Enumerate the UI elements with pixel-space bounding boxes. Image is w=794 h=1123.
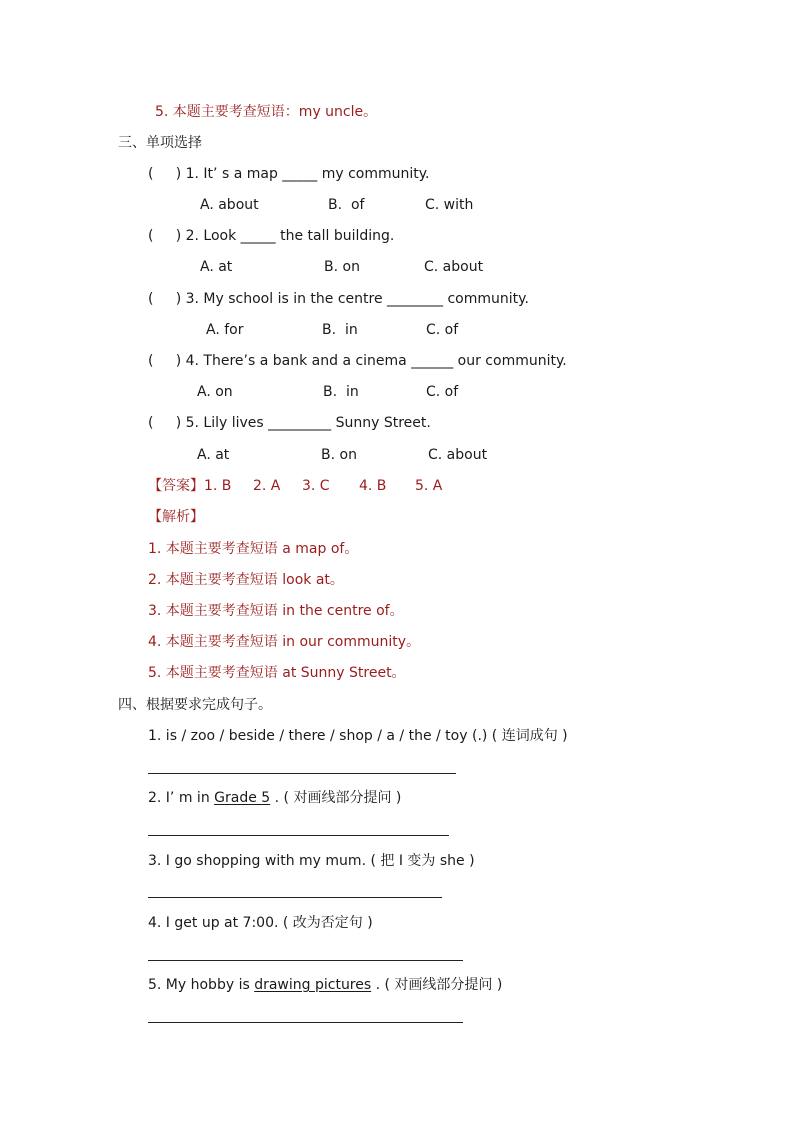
analysis-item: 5. 本题主要考查短语 at Sunny Street。	[148, 665, 406, 681]
option-a: A. about	[200, 197, 259, 213]
analysis-item: 3. 本题主要考查短语 in the centre of。	[148, 603, 404, 619]
option-c: C. about	[424, 259, 484, 275]
answer-item: 4. B	[359, 478, 387, 494]
underlined-phrase: Grade 5	[214, 790, 271, 806]
sentence-task-5	[148, 976, 502, 994]
option-c: C. of	[426, 384, 459, 400]
sentence-task-4: 4. I get up at 7:00. ( 改为否定句 )	[148, 915, 373, 931]
option-c: C. with	[425, 197, 474, 213]
answer-line	[148, 897, 442, 898]
sentence-task-2	[148, 789, 401, 807]
option-a: A. for	[206, 322, 244, 338]
question-3: ( ) 3. My school is in the centre ________ community.	[148, 291, 529, 307]
analysis-item: 1. 本题主要考查短语 a map of。	[148, 541, 359, 557]
option-b: B. in	[322, 322, 358, 338]
task-text: 5. My hobby is	[148, 977, 255, 993]
sentence-task-3: 3. I go shopping with my mum. ( 把 I 变为 she )	[148, 853, 475, 869]
option-b: B. of	[328, 197, 365, 213]
option-a: A. at	[200, 259, 233, 275]
option-a: A. at	[197, 447, 230, 463]
analysis-item: 4. 本题主要考查短语 in our community。	[148, 634, 421, 650]
answer-item: 3. C	[302, 478, 330, 494]
answer-label: 【答案】	[148, 478, 204, 494]
answer-item: 2. A	[253, 478, 281, 494]
sentence-task-1: 1. is / zoo / beside / there / shop / a / the / toy (.) ( 连词成句 )	[148, 728, 568, 744]
answer-line	[148, 960, 463, 961]
option-a: A. on	[197, 384, 233, 400]
option-b: B. on	[321, 447, 357, 463]
analysis-item: 2. 本题主要考查短语 look at。	[148, 572, 344, 588]
answer-line	[148, 1022, 463, 1023]
task-instruction: . ( 对画线部分提问 )	[371, 977, 503, 993]
analysis-item: 5. 本题主要考查短语：my uncle。	[155, 104, 378, 120]
option-b: B. on	[324, 259, 360, 275]
question-4: ( ) 4. There’s a bank and a cinema ______ our community.	[148, 353, 567, 369]
analysis-label: 【解析】	[148, 509, 204, 525]
option-c: C. about	[428, 447, 488, 463]
question-2: ( ) 2. Look _____ the tall building.	[148, 228, 395, 244]
answer-line	[148, 773, 456, 774]
task-text: 2. I’ m in	[148, 790, 215, 806]
section-title: 三、单项选择	[118, 135, 202, 151]
option-b: B. in	[323, 384, 359, 400]
question-5: ( ) 5. Lily lives _________ Sunny Street.	[148, 415, 431, 431]
answer-line	[148, 835, 449, 836]
task-instruction: . ( 对画线部分提问 )	[270, 790, 402, 806]
section-title: 四、根据要求完成句子。	[118, 697, 272, 713]
underlined-phrase: drawing pictures	[254, 977, 372, 993]
option-c: C. of	[426, 322, 459, 338]
answer-item: 1. B	[204, 478, 232, 494]
answer-item: 5. A	[415, 478, 443, 494]
question-1: ( ) 1. It’ s a map _____ my community.	[148, 166, 430, 182]
